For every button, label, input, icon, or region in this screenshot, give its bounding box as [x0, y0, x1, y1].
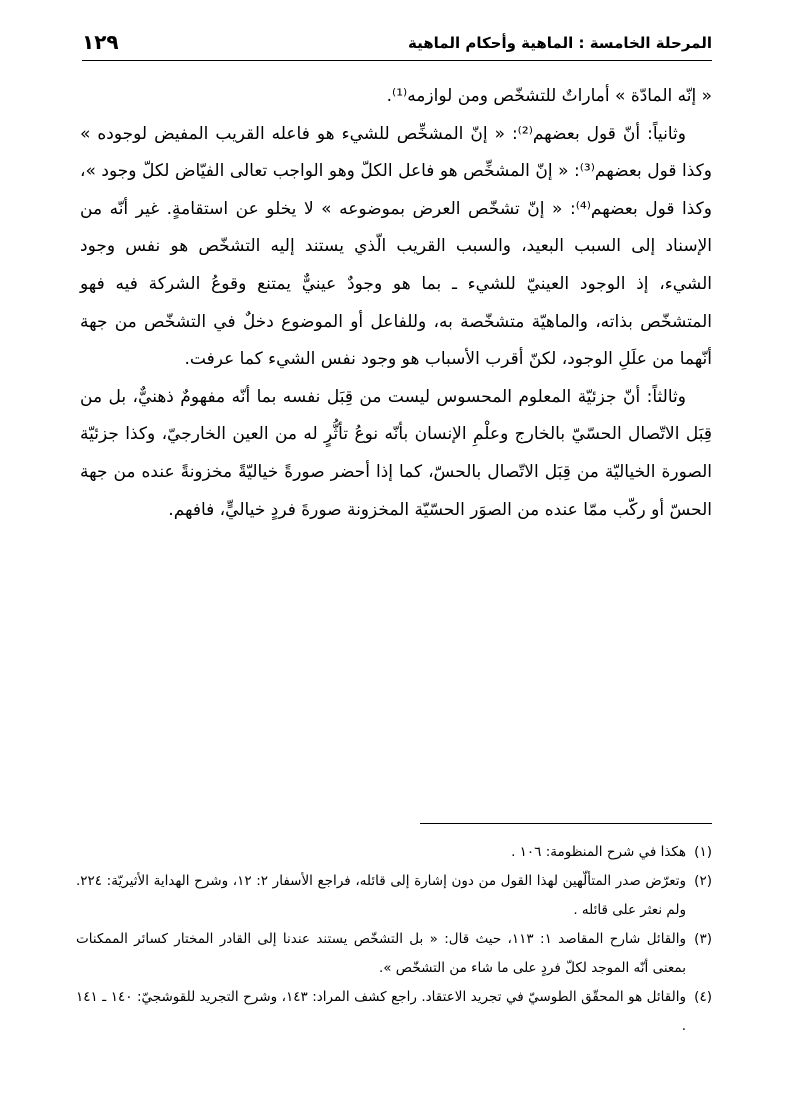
page-number: ١٢٩ — [82, 30, 119, 54]
paragraph: وثالثاً: أنّ جزئيّة المعلوم المحسوس ليست من قِبَل نفسه بما أنّه مفهومٌ ذهنيٌّ، بل من قِبَل الاتّصال الحسّيّ بالخارج وعلْمِ الإنسان بأنّه نوعُ تأثُّرٍ له من العين الخارجيّ، وكذا جزئيّة الصورة الخياليّة من قِبَل الاتّصال بالحسّ، كما إذا أحضر صورةً خياليّةً مخزونةً عنده من جهة الحسّ أو ركّب ممّا عنده من الصوَر الحسّيّة المخزونة صورةَ فردٍ خياليٍّ، فافهم. — [80, 386, 712, 520]
footnote-text: والقائل شارح المقاصد ١: ١١٣، حيث قال: « بل التشخّص يستند عندنا إلى القادر المختار كسائر الممكنات بمعنى أنّه الموجد لكلّ فردٍ على ما شاء من التشخّص ». — [76, 931, 687, 976]
footnote — [76, 925, 712, 983]
footnote-number: (٤) — [694, 989, 712, 1005]
main-text — [80, 78, 712, 529]
footnote-text: هكذا في شرح المنظومة: ١٠٦ . — [511, 844, 686, 860]
footnote-number: (٢) — [694, 873, 712, 889]
footnote-text: والقائل هو المحقّق الطوسيّ في تجريد الاعتقاد. راجع كشف المراد: ١٤٣، وشرح التجريد للقوشجيّ: ١٤٠ ـ ١٤١ . — [76, 989, 686, 1034]
footnote-number: (٣) — [694, 931, 712, 947]
footnotes — [76, 838, 712, 1041]
footnote-number: (١) — [694, 844, 712, 860]
page-header — [82, 28, 712, 61]
footnote-divider — [420, 823, 712, 824]
footnote — [76, 983, 712, 1041]
running-title: المرحلة الخامسة : الماهية وأحكام الماهية — [408, 34, 712, 52]
paragraph: « إنّه المادّة » أماراتٌ للتشخّص ومن لوازمه⁽¹⁾. — [386, 86, 712, 106]
paragraph: وثانياً: أنّ قول بعضهم⁽²⁾: « إنّ المشخِّص للشيء هو فاعله القريب المفيض لوجوده » وكذا قول بعضهم⁽³⁾: « إنّ المشخِّص هو فاعل الكلّ وهو الواجب تعالى الفيّاض لكلّ وجود »، وكذا قول بعضهم⁽⁴⁾: « إنّ تشخّص العرض بموضوعه » لا يخلو عن استقامةٍ. غير أنّه من الإسناد إلى السبب البعيد، والسبب القريب الّذي يستند إليه التشخّص هو نفس وجود الشيء، إذ الوجود العينيّ للشيء ـ بما هو وجودٌ عينيٌّ يمتنع وقوعُ الشركة فيه فهو المتشخّص بذاته، والماهيّة متشخّصة به، وللفاعل أو الموضوع دخلٌ في التشخّص من جهة أنّهما من علَلِ الوجود، لكنّ أقرب الأسباب هو وجود نفس الشيء كما عرفت. — [80, 123, 712, 370]
footnote-text: وتعرّض صدر المتألّهين لهذا القول من دون إشارة إلى قائله، فراجع الأسفار ٢: ١٢، وشرح الهداية الأثيريّة: ٢٢٤. ولم نعثر على قائله . — [76, 873, 686, 918]
footnote — [76, 838, 712, 867]
footnote — [76, 867, 712, 925]
